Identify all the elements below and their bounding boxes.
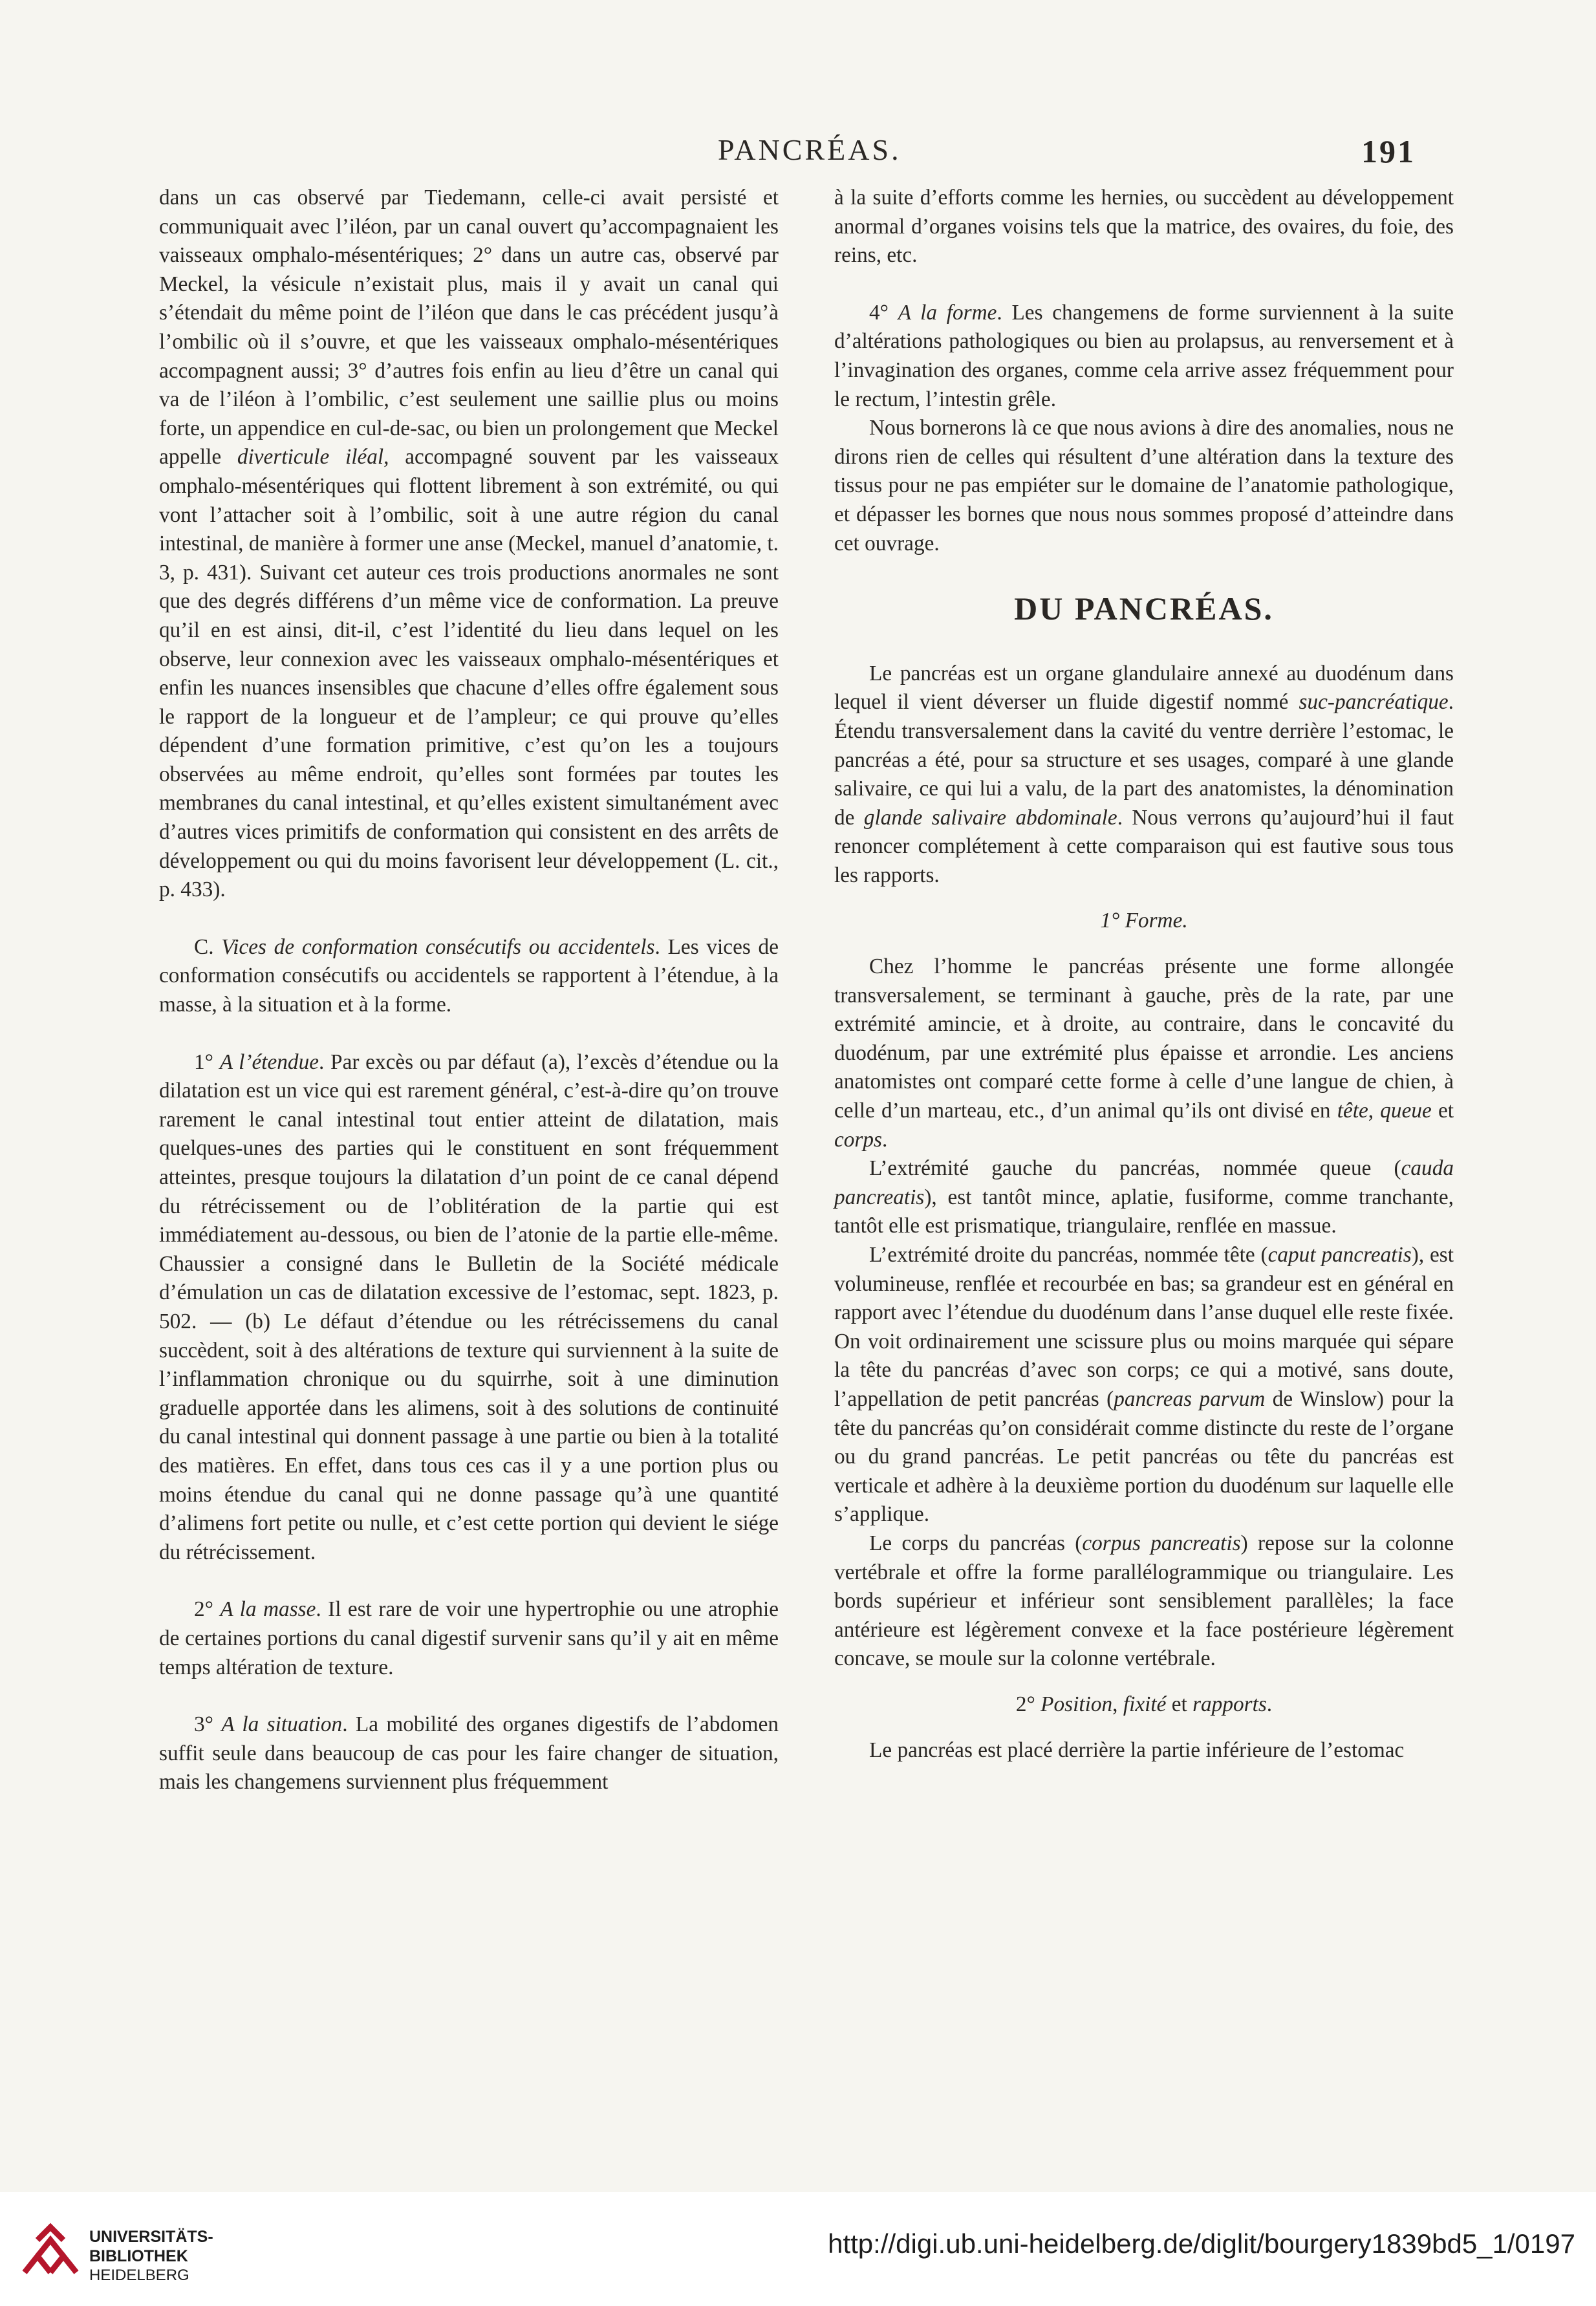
italic-heading: Vices de conformation consécutifs ou accidentels <box>221 934 655 959</box>
italic-term: diverticule iléal <box>237 445 384 469</box>
library-name-line: HEIDELBERG <box>89 2267 189 2284</box>
italic-term: queue <box>1380 1099 1432 1123</box>
paragraph <box>834 1529 1454 1674</box>
italic-term: pancreas parvum <box>1114 1386 1266 1411</box>
italic-term: corpus pancreatis <box>1082 1531 1241 1555</box>
paragraph-text: Chez l’homme le pancréas présente une forme allongée transversalement, se terminant à gauche, près de la rate, par une extrémité amincie, et à droite, au contraire, dans le concavité du duodénum, par une extrémité plus épaisse et arrondie. Les anciens anatomistes ont comparé cette forme à celle d’une langue de chien, à celle d’un marteau, etc., d’un animal qu’ils ont divisé en <box>834 954 1454 1123</box>
paragraph <box>159 184 779 905</box>
italic-term: tête <box>1337 1099 1368 1123</box>
italic-term: rapports <box>1192 1692 1267 1716</box>
paragraph-lead: 2° <box>194 1597 213 1622</box>
paragraph-lead: 4° <box>869 300 889 325</box>
library-name-line: UNIVERSITÄTS- <box>89 2228 213 2246</box>
running-header: PANCRÉAS. <box>718 133 901 166</box>
paragraph-text: . Il est rare de voir une hypertrophie ou une atrophie de certaines portions du canal digestif survenir sans qu’il y ait en même temps altération de texture. <box>159 1597 779 1679</box>
library-name-line: BIBLIOTHEK <box>89 2247 188 2265</box>
paragraph <box>159 1595 779 1682</box>
section-title: DU PANCRÉAS. <box>1014 590 1274 627</box>
right-column <box>834 184 1454 1765</box>
italic-heading: A la forme <box>898 300 997 325</box>
paragraph-text: . La mobilité des organes digestifs de l’abdomen suffit seule dans beaucoup de cas pour les faire changer de situation, mais les changemens surviennent plus fréquemment <box>159 1712 779 1794</box>
italic-term: Position <box>1041 1692 1113 1716</box>
paragraph-text: . Les changemens de forme surviennent à la suite d’altérations pathologiques ou bien au prolapsus, au renversement et à l’invagination des organes, comme cela arrive assez fréquemment pour le rectum, l’intestin grêle. <box>834 300 1454 411</box>
paragraph <box>834 1241 1454 1529</box>
paragraph: Le pancréas est placé derrière la partie inférieure de l’estomac <box>869 1738 1405 1762</box>
italic-heading: A l’étendue <box>219 1050 319 1074</box>
viewer-footer <box>0 2192 1596 2306</box>
library-name <box>89 2227 213 2285</box>
paragraph <box>834 660 1454 890</box>
paragraph-text: Le corps du pancréas ( <box>869 1531 1083 1555</box>
paragraph-text: L’extrémité droite du pancréas, nommée tête ( <box>869 1243 1268 1267</box>
paragraph-text: ) repose sur la colonne vertébrale et offre la forme parallélogrammique ou triangulaire. Les bords supérieur et inférieur sont sensiblement parallèles; la face antérieure est légèrement convexe et la face postérieure légèrement concave, se moule sur la colonne vertébrale. <box>834 1531 1454 1671</box>
paragraph: à la suite d’efforts comme les hernies, ou succèdent au développement anormal d’organes voisins tels que la matrice, des ovaires, du foie, des reins, etc. <box>834 186 1454 268</box>
paragraph-text: ), est tantôt mince, aplatie, fusiforme, comme tranchante, tantôt elle est prismatique, triangulaire, renflée en massue. <box>834 1185 1454 1238</box>
paragraph-text: dans un cas observé par Tiedemann, celle-ci avait persisté et communiquait avec l’iléon, par un canal ouvert qu’accompagnaient les vaisseaux omphalo-mésentériques; 2° dans un autre cas, observé par Meckel, la vésicule n’existait plus, mais il y avait un canal qui s’étendait du même point de l’iléon que dans le cas précédent jusqu’à l’ombilic où il s’ouvre, et que les vaisseaux omphalo-mésentériques accompagnent aussi; 3° d’autres fois enfin au lieu d’être un canal qui va de l’iléon à l’ombilic, c’est seulement une saillie plus ou moins forte, un appendice en cul-de-sac, ou bien un prolongement que Meckel appelle <box>159 186 779 469</box>
paragraph-text: . Les vices de conformation consécutifs ou accidentels se rapportent à l’étendue, à la masse, à la situation et à la forme. <box>159 934 779 1017</box>
subsection-number: 2° <box>1015 1692 1035 1716</box>
subsection-heading: 2° Position, fixité et rapports. <box>1015 1692 1273 1716</box>
paragraph: Chez l’homme le pancréas présente une forme allongée transversalement, se terminant à gauche, près de la rate, par une extrémité amincie, et à droite, au contraire, dans le concavité du duodénum, par une extrémité plus épaisse et arrondie. Les anciens anatomistes ont comparé cette forme à celle d’une langue de chien, à celle d’un marteau, etc., d’un animal qu’ils ont divisé en tête, queue et corps. <box>834 954 1454 1152</box>
paragraph <box>834 1154 1454 1241</box>
italic-heading: A la masse <box>220 1597 316 1622</box>
italic-term: cauda pancreatis <box>834 1156 1454 1209</box>
paragraph-text: . Par excès ou par défaut (a), l’excès d’étendue ou la dilatation est un vice qui est rarement général, c’est-à-dire qu’on trouve rarement le canal intestinal tout entier atteint de dilatation, mais quelques-unes des parties qui le constituent en sont fréquemment atteintes, presque toujours la dilatation d’un point de ce canal dépend du rétrécissement ou de l’oblitération de la partie qui est immédiatement au-dessous, ou bien de l’atonie de la partie elle-même. Chaussier a consigné dans le Bulletin de la Société médicale d’émulation un cas de dilatation excessive de l’estomac, sept. 1823, p. 502. — (b) Le défaut d’étendue ou les rétrécissemens du canal succèdent, soit à des altérations de texture qui surviennent à la suite de l’inflammation chronique ou du squirrhe, soit à une diminution graduelle apportée dans les alimens, soit à des solutions de continuité du canal intestinal qui donnent passage à une partie ou bien à la totalité des matières. En effet, dans tous ces cas il y a une portion plus ou moins étendue du canal qui ne donne passage qu’à une quantité d’alimens fort petite ou nulle, et c’est cette portion qui devient le siége du rétrécissement. <box>159 1050 779 1564</box>
italic-term: fixité <box>1123 1692 1167 1716</box>
document-url-link[interactable]: http://digi.ub.uni-heidelberg.de/diglit/bourgery1839bd5_1/0197 <box>828 2228 1575 2259</box>
paragraph-text: Le pancréas est un organe glandulaire annexé au duodénum dans lequel il vient déverser un fluide digestif nommé <box>834 661 1454 715</box>
italic-term: corps <box>834 1127 882 1152</box>
university-library-logo <box>18 2221 83 2285</box>
subsection-heading: 1° Forme. <box>1100 909 1188 933</box>
paragraph-text: ), est volumineuse, renflée et recourbée en bas; sa grandeur est en général en rapport avec l’étendue du duodénum dans l’anse duquel elle reste fixée. On voit ordinairement une scissure plus ou moins marquée qui sépare la tête du pancréas d’avec son corps; ce qui a motivé, sans doute, l’appellation de petit pancréas ( <box>834 1243 1454 1411</box>
paragraph <box>159 933 779 1020</box>
page-number: 191 <box>1361 133 1416 169</box>
italic-heading: A la situation <box>221 1712 343 1737</box>
paragraph-lead: 1° <box>194 1050 213 1074</box>
paragraph-text: . Nous verrons qu’aujourd’hui il faut renoncer complétement à cette comparaison qui est fautive sous tous les rapports. <box>834 805 1454 887</box>
italic-term: caput pancreatis <box>1267 1243 1412 1267</box>
paragraph <box>834 299 1454 414</box>
paragraph-lead: C. <box>194 934 214 959</box>
paragraph-lead: 3° <box>194 1712 213 1737</box>
paragraph-text: , accompagné souvent par les vaisseaux omphalo-mésentériques qui flottent librement à son extrémité, ou qui vont l’attacher soit à l’ombilic, soit à une autre région du canal intestinal, de manière à former une anse (Meckel, manuel d’anatomie, t. 3, p. 431). Suivant cet auteur ces trois productions anormales ne sont que des degrés différens d’un même vice de conformation. La preuve qu’il en est ainsi, dit-il, c’est l’identité du lieu dans lequel on les observe, leur connexion avec les vaisseaux omphalo-mésentériques et enfin les nuances insensibles que chacune d’elles offre également sous le rapport de la longueur et de l’ampleur; ce qui prouve qu’elles dépendent d’une formation primitive, c’est qu’on les a toujours observées au même endroit, qu’elles sont formées par toutes les membranes du canal intestinal, et qu’elles existent simultanément avec d’autres vices primitifs de conformation qui consistent en des arrêts de développement ou qui du moins favorisent leur développement (L. cit., p. 433). <box>159 445 779 902</box>
subsection-connector: et <box>1171 1692 1187 1716</box>
italic-term: suc-pancréatique <box>1299 690 1449 715</box>
paragraph-text: . Étendu transversalement dans la cavité du ventre derrière l’estomac, le pancréas a été, pour sa structure et ses usages, comparé à une glande salivaire, ce qui lui a valu, de la part des anatomistes, la dénomination de <box>834 690 1454 830</box>
paragraph: Nous bornerons là ce que nous avions à dire des anomalies, nous ne dirons rien de celles qui résultent d’une altération dans la texture des tissus pour ne pas empiéter sur le domaine de l’anatomie pathologique, et dépasser les bornes que nous nous sommes proposé d’atteindre dans cet ouvrage. <box>834 416 1454 555</box>
paragraph <box>159 1048 779 1568</box>
paragraph <box>159 1710 779 1797</box>
italic-term: glande salivaire abdominale <box>863 805 1117 830</box>
left-column <box>159 184 779 1797</box>
paragraph-text: L’extrémité gauche du pancréas, nommée queue ( <box>869 1156 1401 1181</box>
paragraph-text: de Winslow) pour la tête du pancréas qu’on considérait comme distincte du reste de l’organe ou du grand pancréas. Le petit pancréas ou tête du pancréas est verticale et adhère à la deuxième portion du duodénum sur laquelle elle s’applique. <box>834 1386 1454 1527</box>
